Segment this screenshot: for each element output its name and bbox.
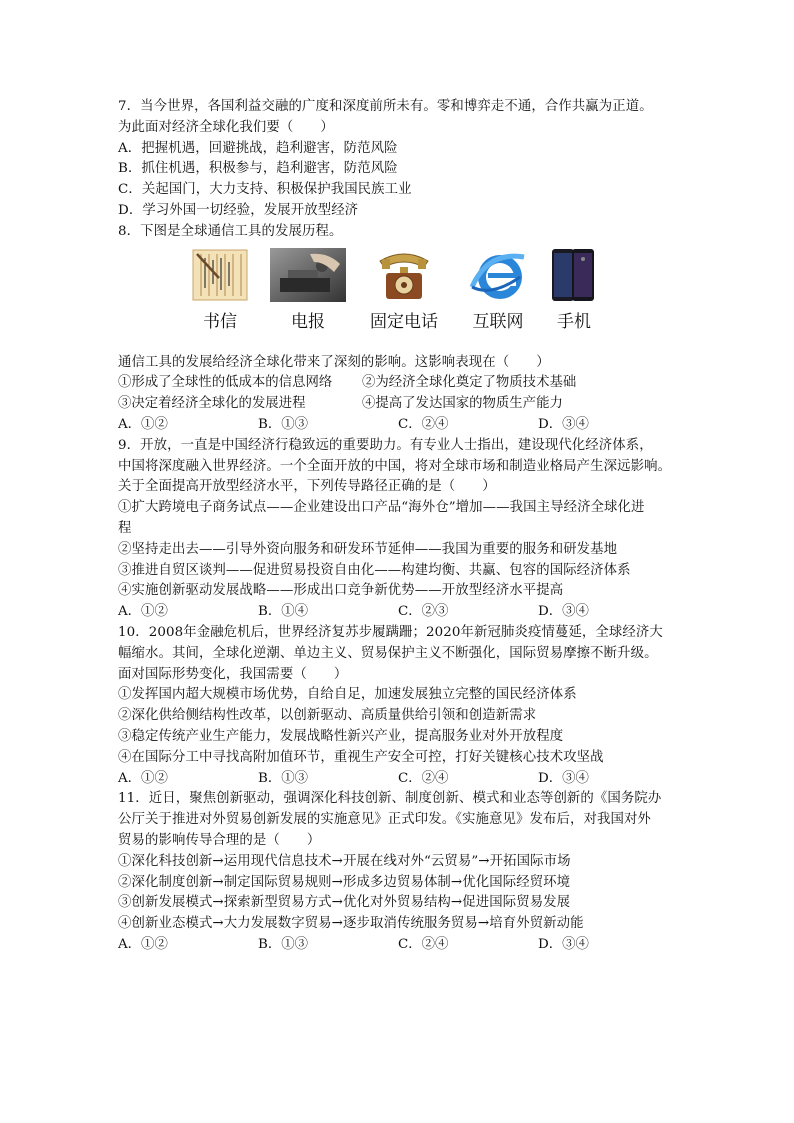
- question-11-stem-cont-2: 贸易的影响传导合理的是（ ）: [118, 832, 321, 848]
- tool-label-letter: 书信: [203, 311, 237, 332]
- question-11-stem: 11．近日，聚焦创新驱动，强调深化科技创新、制度创新、模式和业态等创新的《国务院办: [118, 791, 662, 807]
- question-9-answer-c: C．②③: [398, 604, 449, 620]
- tool-internet: [458, 247, 538, 333]
- question-8-item-1: ①形成了全球性的低成本的信息网络: [118, 375, 333, 391]
- question-7: [118, 97, 678, 222]
- question-10-item-3: ③稳定传统产业生产能力，发展战略性新兴产业，提高服务业对外开放程度: [118, 728, 564, 744]
- question-7-stem: 7．当今世界，各国利益交融的广度和深度前所未有。零和博弈走不通，合作共赢为正道。: [118, 99, 653, 114]
- question-8-item-4: ④提高了发达国家的物质生产能力: [362, 396, 563, 412]
- question-10-item-2: ②深化供给侧结构性改革，以创新驱动、高质量供给引领和创造新需求: [118, 708, 537, 724]
- question-8-items-row-2: [118, 394, 678, 415]
- question-10-answer-d: D．③④: [538, 770, 589, 786]
- question-10-answer-b: B．①③: [258, 770, 309, 786]
- question-8: [118, 222, 678, 436]
- question-10-answer-a: A．①②: [118, 770, 168, 786]
- question-10: [118, 623, 678, 789]
- exam-page: [118, 97, 678, 956]
- question-8-items-row-1: [118, 373, 678, 394]
- question-9-item-3: ③推进自贸区谈判——促进贸易投资自由化——构建均衡、共赢、包容的国际经济体系: [118, 562, 631, 578]
- question-7-option-b: B．抓住机遇，积极参与，趋利避害，防范风险: [118, 161, 398, 177]
- question-10-answer-c: C．②④: [398, 770, 449, 786]
- question-10-item-4: ④在国际分工中寻找高附加值环节，重视生产安全可控，打好关键核心技术攻坚战: [118, 749, 604, 765]
- question-11-answer-d: D．③④: [538, 936, 589, 952]
- question-10-stem: 10．2008年金融危机后，世界经济复苏步履蹒跚；2020年新冠肺炎疫情蔓延，全球经济大: [118, 624, 663, 640]
- telephone-icon: [366, 247, 442, 303]
- question-8-stem-cont: 通信工具的发展给经济全球化带来了深刻的影响。这影响表现在（ ）: [118, 354, 550, 370]
- tool-label-mobile: 手机: [557, 311, 591, 332]
- question-11-answer-b: B．①③: [258, 936, 309, 952]
- internet-explorer-icon: [460, 247, 536, 303]
- question-10-stem-cont-1: 幅缩水。其间，全球化逆潮、单边主义、贸易保护主义不断强化，国际贸易摩擦不断升级。: [118, 645, 658, 661]
- letter-icon: [182, 247, 258, 303]
- question-9-item-1-cont: 程: [118, 520, 132, 536]
- question-8-answers: [118, 415, 678, 436]
- question-11-item-1: ①深化科技创新→运用现代信息技术→开展在线对外“云贸易”→开拓国际市场: [118, 853, 571, 869]
- question-7-option-d: D．学习外国一切经验，发展开放型经济: [118, 202, 359, 218]
- question-7-option-a: A．把握机遇，回避挑战，趋利避害，防范风险: [118, 140, 398, 156]
- question-8-item-2: ②为经济全球化奠定了物质技术基础: [362, 375, 577, 391]
- tool-label-internet: 互联网: [472, 311, 524, 332]
- tool-telegraph: [268, 247, 348, 333]
- question-9-answer-a: A．①②: [118, 604, 168, 620]
- question-10-answers: [118, 769, 678, 790]
- question-9-item-2: ②坚持走出去——引导外资向服务和研发环节延伸——我国为重要的服务和研发基地: [118, 541, 618, 557]
- question-9-item-1: ①扩大跨境电子商务试点——企业建设出口产品“海外仓”增加——我国主导经济全球化进: [118, 500, 645, 516]
- question-11-item-4: ④创新业态模式→大力发展数字贸易→逐步取消传统服务贸易→培育外贸新动能: [118, 916, 584, 932]
- tool-telephone: [364, 247, 444, 333]
- question-9: [118, 436, 678, 623]
- question-9-stem-cont-1: 中国将深度融入世界经济。一个全面开放的中国，将对全球市场和制造业格局产生深远影响。: [118, 458, 672, 474]
- question-9-answers: [118, 602, 678, 623]
- question-8-answer-d: D．③④: [538, 416, 589, 432]
- question-10-stem-cont-2: 面对国际形势变化，我国需要（ ）: [118, 666, 348, 682]
- question-10-item-1: ①发挥国内超大规模市场优势，自给自足，加速发展独立完整的国民经济体系: [118, 687, 577, 703]
- question-11-answer-c: C．②④: [398, 936, 449, 952]
- question-9-stem: 9．开放，一直是中国经济行稳致远的重要助力。有专业人士指出，建设现代化经济体系，: [118, 437, 653, 453]
- question-9-answer-b: B．①④: [258, 604, 309, 620]
- question-11-item-3: ③创新发展模式→探索新型贸易方式→优化对外贸易结构→促进国际贸易发展: [118, 895, 571, 911]
- question-9-answer-d: D．③④: [538, 604, 589, 620]
- question-9-stem-cont-2: 关于全面提高开放型经济水平，下列传导路径正确的是（ ）: [118, 479, 496, 495]
- telegraph-icon: [270, 247, 346, 303]
- question-8-answer-a: A．①②: [118, 416, 168, 432]
- question-7-option-c: C．关起国门，大力支持、积极保护我国民族工业: [118, 182, 412, 198]
- tool-letter: [180, 247, 260, 333]
- question-7-stem-cont: 为此面对经济全球化我们要（ ）: [118, 119, 334, 135]
- question-11-stem-cont-1: 公厅关于推进对外贸易创新发展的实施意见》正式印发。《实施意见》发布后，对我国对外: [118, 812, 651, 828]
- question-11-item-2: ②深化制度创新→制定国际贸易规则→形成多边贸易体制→优化国际经贸环境: [118, 874, 571, 890]
- question-9-item-4: ④实施创新驱动发展战略——形成出口竞争新优势——开放型经济水平提高: [118, 583, 564, 599]
- question-11-answer-a: A．①②: [118, 936, 168, 952]
- communication-tools-figure: [118, 247, 678, 345]
- question-8-answer-b: B．①③: [258, 416, 309, 432]
- tool-mobile: [534, 247, 614, 333]
- question-8-stem: 8．下图是全球通信工具的发展历程。: [118, 223, 343, 239]
- mobile-phone-icon: [536, 247, 612, 303]
- question-8-item-3: ③决定着经济全球化的发展进程: [118, 396, 306, 412]
- question-11-answers: [118, 935, 678, 956]
- tool-label-telephone: 固定电话: [370, 311, 438, 332]
- question-8-answer-c: C．②④: [398, 416, 449, 432]
- tool-label-telegraph: 电报: [291, 311, 325, 332]
- question-11: [118, 789, 678, 955]
